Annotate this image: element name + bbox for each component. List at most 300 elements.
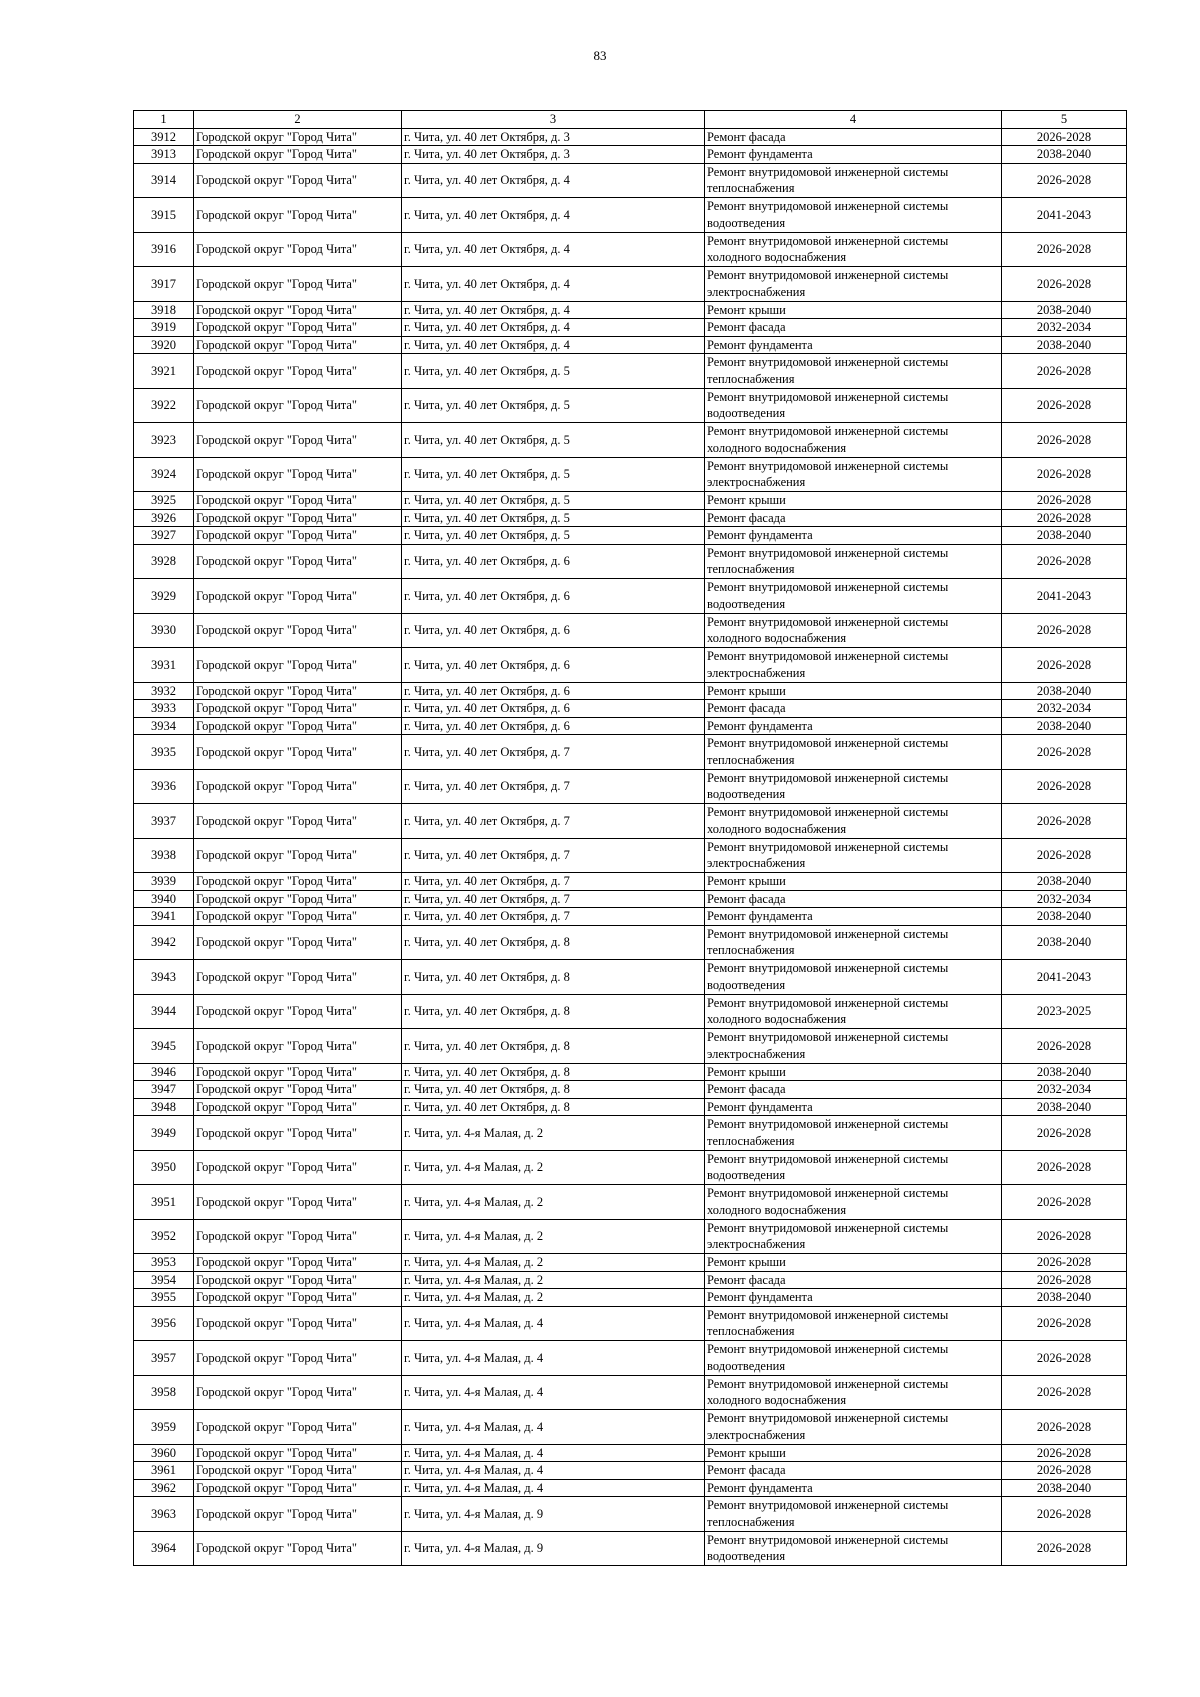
address-cell: г. Чита, ул. 40 лет Октября, д. 5 bbox=[402, 492, 705, 510]
address-cell: г. Чита, ул. 40 лет Октября, д. 5 bbox=[402, 423, 705, 458]
table-row bbox=[134, 1497, 1127, 1532]
work-type-cell: Ремонт внутридомовой инженерной системы водоотведения bbox=[705, 960, 1002, 995]
address-cell: г. Чита, ул. 40 лет Октября, д. 7 bbox=[402, 769, 705, 804]
period-cell: 2026-2028 bbox=[1002, 509, 1127, 527]
row-number-cell: 3963 bbox=[134, 1497, 194, 1532]
municipality-cell: Городской округ "Город Чита" bbox=[194, 717, 402, 735]
row-number-cell: 3928 bbox=[134, 544, 194, 579]
period-cell: 2026-2028 bbox=[1002, 544, 1127, 579]
table-body bbox=[134, 128, 1127, 1566]
work-type-cell: Ремонт фундамента bbox=[705, 336, 1002, 354]
column-header-number: 1 bbox=[134, 111, 194, 129]
row-number-cell: 3933 bbox=[134, 700, 194, 718]
work-type-cell: Ремонт внутридомовой инженерной системы электроснабжения bbox=[705, 838, 1002, 873]
period-cell: 2032-2034 bbox=[1002, 319, 1127, 337]
municipality-cell: Городской округ "Город Чита" bbox=[194, 579, 402, 614]
table-row bbox=[134, 994, 1127, 1029]
address-cell: г. Чита, ул. 40 лет Октября, д. 6 bbox=[402, 700, 705, 718]
work-type-cell: Ремонт внутридомовой инженерной системы электроснабжения bbox=[705, 1410, 1002, 1445]
row-number-cell: 3936 bbox=[134, 769, 194, 804]
table-row bbox=[134, 163, 1127, 198]
work-type-cell: Ремонт фундамента bbox=[705, 1289, 1002, 1307]
row-number-cell: 3930 bbox=[134, 613, 194, 648]
row-number-cell: 3935 bbox=[134, 735, 194, 770]
table-row bbox=[134, 336, 1127, 354]
work-type-cell: Ремонт крыши bbox=[705, 1444, 1002, 1462]
municipality-cell: Городской округ "Город Чита" bbox=[194, 1063, 402, 1081]
work-type-cell: Ремонт крыши bbox=[705, 1063, 1002, 1081]
municipality-cell: Городской округ "Город Чита" bbox=[194, 509, 402, 527]
period-cell: 2038-2040 bbox=[1002, 682, 1127, 700]
table-row bbox=[134, 1306, 1127, 1341]
row-number-cell: 3940 bbox=[134, 890, 194, 908]
table-row bbox=[134, 128, 1127, 146]
work-type-cell: Ремонт внутридомовой инженерной системы холодного водоснабжения bbox=[705, 423, 1002, 458]
municipality-cell: Городской округ "Город Чита" bbox=[194, 319, 402, 337]
address-cell: г. Чита, ул. 40 лет Октября, д. 4 bbox=[402, 301, 705, 319]
row-number-cell: 3939 bbox=[134, 873, 194, 891]
address-cell: г. Чита, ул. 40 лет Октября, д. 5 bbox=[402, 354, 705, 389]
table-row bbox=[134, 1116, 1127, 1151]
table-row bbox=[134, 1271, 1127, 1289]
table-row bbox=[134, 267, 1127, 302]
period-cell: 2026-2028 bbox=[1002, 735, 1127, 770]
table-row bbox=[134, 613, 1127, 648]
period-cell: 2026-2028 bbox=[1002, 354, 1127, 389]
period-cell: 2038-2040 bbox=[1002, 925, 1127, 960]
period-cell: 2026-2028 bbox=[1002, 1531, 1127, 1566]
table-row bbox=[134, 146, 1127, 164]
table-row bbox=[134, 527, 1127, 545]
period-cell: 2026-2028 bbox=[1002, 838, 1127, 873]
address-cell: г. Чита, ул. 40 лет Октября, д. 5 bbox=[402, 388, 705, 423]
municipality-cell: Городской округ "Город Чита" bbox=[194, 613, 402, 648]
work-type-cell: Ремонт внутридомовой инженерной системы теплоснабжения bbox=[705, 1497, 1002, 1532]
address-cell: г. Чита, ул. 4-я Малая, д. 4 bbox=[402, 1375, 705, 1410]
work-type-cell: Ремонт фундамента bbox=[705, 908, 1002, 926]
period-cell: 2026-2028 bbox=[1002, 457, 1127, 492]
row-number-cell: 3947 bbox=[134, 1081, 194, 1099]
municipality-cell: Городской округ "Город Чита" bbox=[194, 1185, 402, 1220]
table-row bbox=[134, 804, 1127, 839]
municipality-cell: Городской округ "Город Чита" bbox=[194, 1029, 402, 1064]
table-row bbox=[134, 1219, 1127, 1254]
address-cell: г. Чита, ул. 40 лет Октября, д. 8 bbox=[402, 1098, 705, 1116]
work-type-cell: Ремонт внутридомовой инженерной системы холодного водоснабжения bbox=[705, 994, 1002, 1029]
header-row bbox=[134, 111, 1127, 129]
municipality-cell: Городской округ "Город Чита" bbox=[194, 1289, 402, 1307]
period-cell: 2038-2040 bbox=[1002, 527, 1127, 545]
row-number-cell: 3960 bbox=[134, 1444, 194, 1462]
municipality-cell: Городской округ "Город Чита" bbox=[194, 1531, 402, 1566]
municipality-cell: Городской округ "Город Чита" bbox=[194, 1098, 402, 1116]
work-type-cell: Ремонт внутридомовой инженерной системы теплоснабжения bbox=[705, 354, 1002, 389]
period-cell: 2032-2034 bbox=[1002, 1081, 1127, 1099]
row-number-cell: 3937 bbox=[134, 804, 194, 839]
municipality-cell: Городской округ "Город Чита" bbox=[194, 1444, 402, 1462]
work-type-cell: Ремонт внутридомовой инженерной системы теплоснабжения bbox=[705, 163, 1002, 198]
address-cell: г. Чита, ул. 40 лет Октября, д. 8 bbox=[402, 1029, 705, 1064]
row-number-cell: 3949 bbox=[134, 1116, 194, 1151]
work-type-cell: Ремонт фундамента bbox=[705, 527, 1002, 545]
column-header-period: 5 bbox=[1002, 111, 1127, 129]
municipality-cell: Городской округ "Город Чита" bbox=[194, 128, 402, 146]
address-cell: г. Чита, ул. 4-я Малая, д. 4 bbox=[402, 1306, 705, 1341]
work-type-cell: Ремонт внутридомовой инженерной системы электроснабжения bbox=[705, 648, 1002, 683]
table-row bbox=[134, 1479, 1127, 1497]
work-type-cell: Ремонт внутридомовой инженерной системы водоотведения bbox=[705, 579, 1002, 614]
address-cell: г. Чита, ул. 40 лет Октября, д. 8 bbox=[402, 960, 705, 995]
row-number-cell: 3948 bbox=[134, 1098, 194, 1116]
municipality-cell: Городской округ "Город Чита" bbox=[194, 700, 402, 718]
work-type-cell: Ремонт внутридомовой инженерной системы водоотведения bbox=[705, 388, 1002, 423]
row-number-cell: 3957 bbox=[134, 1341, 194, 1376]
address-cell: г. Чита, ул. 4-я Малая, д. 4 bbox=[402, 1410, 705, 1445]
period-cell: 2038-2040 bbox=[1002, 717, 1127, 735]
work-type-cell: Ремонт внутридомовой инженерной системы холодного водоснабжения bbox=[705, 804, 1002, 839]
row-number-cell: 3921 bbox=[134, 354, 194, 389]
period-cell: 2041-2043 bbox=[1002, 579, 1127, 614]
row-number-cell: 3934 bbox=[134, 717, 194, 735]
work-type-cell: Ремонт фасада bbox=[705, 319, 1002, 337]
work-type-cell: Ремонт внутридомовой инженерной системы теплоснабжения bbox=[705, 735, 1002, 770]
row-number-cell: 3931 bbox=[134, 648, 194, 683]
table-row bbox=[134, 873, 1127, 891]
row-number-cell: 3938 bbox=[134, 838, 194, 873]
period-cell: 2026-2028 bbox=[1002, 388, 1127, 423]
period-cell: 2026-2028 bbox=[1002, 492, 1127, 510]
row-number-cell: 3950 bbox=[134, 1150, 194, 1185]
page-number: 83 bbox=[593, 48, 607, 63]
row-number-cell: 3964 bbox=[134, 1531, 194, 1566]
period-cell: 2026-2028 bbox=[1002, 1254, 1127, 1272]
address-cell: г. Чита, ул. 40 лет Октября, д. 4 bbox=[402, 163, 705, 198]
work-type-cell: Ремонт внутридомовой инженерной системы водоотведения bbox=[705, 1341, 1002, 1376]
municipality-cell: Городской округ "Город Чита" bbox=[194, 232, 402, 267]
address-cell: г. Чита, ул. 40 лет Октября, д. 7 bbox=[402, 873, 705, 891]
municipality-cell: Городской округ "Город Чита" bbox=[194, 804, 402, 839]
address-cell: г. Чита, ул. 40 лет Октября, д. 8 bbox=[402, 925, 705, 960]
municipality-cell: Городской округ "Город Чита" bbox=[194, 994, 402, 1029]
table-row bbox=[134, 457, 1127, 492]
table-row bbox=[134, 579, 1127, 614]
period-cell: 2026-2028 bbox=[1002, 613, 1127, 648]
work-type-cell: Ремонт внутридомовой инженерной системы водоотведения bbox=[705, 1531, 1002, 1566]
table-row bbox=[134, 925, 1127, 960]
municipality-cell: Городской округ "Город Чита" bbox=[194, 648, 402, 683]
period-cell: 2026-2028 bbox=[1002, 163, 1127, 198]
work-type-cell: Ремонт внутридомовой инженерной системы холодного водоснабжения bbox=[705, 232, 1002, 267]
work-type-cell: Ремонт крыши bbox=[705, 1254, 1002, 1272]
table-row bbox=[134, 1185, 1127, 1220]
municipality-cell: Городской округ "Город Чита" bbox=[194, 544, 402, 579]
municipality-cell: Городской округ "Город Чита" bbox=[194, 735, 402, 770]
table-row bbox=[134, 1098, 1127, 1116]
period-cell: 2026-2028 bbox=[1002, 128, 1127, 146]
work-type-cell: Ремонт внутридомовой инженерной системы электроснабжения bbox=[705, 1029, 1002, 1064]
address-cell: г. Чита, ул. 40 лет Октября, д. 7 bbox=[402, 890, 705, 908]
row-number-cell: 3912 bbox=[134, 128, 194, 146]
table-row bbox=[134, 544, 1127, 579]
municipality-cell: Городской округ "Город Чита" bbox=[194, 1497, 402, 1532]
address-cell: г. Чита, ул. 40 лет Октября, д. 4 bbox=[402, 232, 705, 267]
municipality-cell: Городской округ "Город Чита" bbox=[194, 1254, 402, 1272]
table-row bbox=[134, 700, 1127, 718]
table-row bbox=[134, 769, 1127, 804]
municipality-cell: Городской округ "Город Чита" bbox=[194, 890, 402, 908]
column-header-work-type: 4 bbox=[705, 111, 1002, 129]
row-number-cell: 3932 bbox=[134, 682, 194, 700]
row-number-cell: 3922 bbox=[134, 388, 194, 423]
address-cell: г. Чита, ул. 40 лет Октября, д. 5 bbox=[402, 527, 705, 545]
period-cell: 2026-2028 bbox=[1002, 423, 1127, 458]
municipality-cell: Городской округ "Город Чита" bbox=[194, 1306, 402, 1341]
row-number-cell: 3929 bbox=[134, 579, 194, 614]
row-number-cell: 3941 bbox=[134, 908, 194, 926]
municipality-cell: Городской округ "Город Чита" bbox=[194, 873, 402, 891]
row-number-cell: 3918 bbox=[134, 301, 194, 319]
address-cell: г. Чита, ул. 40 лет Октября, д. 8 bbox=[402, 1081, 705, 1099]
period-cell: 2032-2034 bbox=[1002, 700, 1127, 718]
address-cell: г. Чита, ул. 40 лет Октября, д. 6 bbox=[402, 682, 705, 700]
row-number-cell: 3946 bbox=[134, 1063, 194, 1081]
row-number-cell: 3945 bbox=[134, 1029, 194, 1064]
table-row bbox=[134, 1410, 1127, 1445]
address-cell: г. Чита, ул. 40 лет Октября, д. 4 bbox=[402, 319, 705, 337]
address-cell: г. Чита, ул. 40 лет Октября, д. 5 bbox=[402, 457, 705, 492]
row-number-cell: 3952 bbox=[134, 1219, 194, 1254]
municipality-cell: Городской округ "Город Чита" bbox=[194, 492, 402, 510]
column-header-municipality: 2 bbox=[194, 111, 402, 129]
address-cell: г. Чита, ул. 40 лет Октября, д. 6 bbox=[402, 613, 705, 648]
work-type-cell: Ремонт внутридомовой инженерной системы холодного водоснабжения bbox=[705, 1375, 1002, 1410]
municipality-cell: Городской округ "Город Чита" bbox=[194, 1150, 402, 1185]
period-cell: 2041-2043 bbox=[1002, 198, 1127, 233]
table-row bbox=[134, 1375, 1127, 1410]
work-type-cell: Ремонт крыши bbox=[705, 301, 1002, 319]
period-cell: 2026-2028 bbox=[1002, 1444, 1127, 1462]
table-row bbox=[134, 890, 1127, 908]
table-row bbox=[134, 1029, 1127, 1064]
municipality-cell: Городской округ "Город Чита" bbox=[194, 354, 402, 389]
work-type-cell: Ремонт внутридомовой инженерной системы водоотведения bbox=[705, 1150, 1002, 1185]
address-cell: г. Чита, ул. 4-я Малая, д. 2 bbox=[402, 1254, 705, 1272]
municipality-cell: Городской округ "Город Чита" bbox=[194, 336, 402, 354]
municipality-cell: Городской округ "Город Чита" bbox=[194, 1462, 402, 1480]
row-number-cell: 3913 bbox=[134, 146, 194, 164]
address-cell: г. Чита, ул. 4-я Малая, д. 2 bbox=[402, 1289, 705, 1307]
work-type-cell: Ремонт внутридомовой инженерной системы электроснабжения bbox=[705, 1219, 1002, 1254]
address-cell: г. Чита, ул. 4-я Малая, д. 2 bbox=[402, 1116, 705, 1151]
work-type-cell: Ремонт внутридомовой инженерной системы теплоснабжения bbox=[705, 1306, 1002, 1341]
municipality-cell: Городской округ "Город Чита" bbox=[194, 301, 402, 319]
period-cell: 2041-2043 bbox=[1002, 960, 1127, 995]
address-cell: г. Чита, ул. 4-я Малая, д. 4 bbox=[402, 1341, 705, 1376]
work-type-cell: Ремонт фасада bbox=[705, 700, 1002, 718]
address-cell: г. Чита, ул. 4-я Малая, д. 2 bbox=[402, 1271, 705, 1289]
period-cell: 2026-2028 bbox=[1002, 1462, 1127, 1480]
municipality-cell: Городской округ "Город Чита" bbox=[194, 1116, 402, 1151]
work-type-cell: Ремонт внутридомовой инженерной системы холодного водоснабжения bbox=[705, 613, 1002, 648]
row-number-cell: 3925 bbox=[134, 492, 194, 510]
table-row bbox=[134, 492, 1127, 510]
table-row bbox=[134, 198, 1127, 233]
row-number-cell: 3942 bbox=[134, 925, 194, 960]
address-cell: г. Чита, ул. 40 лет Октября, д. 7 bbox=[402, 735, 705, 770]
row-number-cell: 3944 bbox=[134, 994, 194, 1029]
row-number-cell: 3954 bbox=[134, 1271, 194, 1289]
municipality-cell: Городской округ "Город Чита" bbox=[194, 769, 402, 804]
municipality-cell: Городской округ "Город Чита" bbox=[194, 1375, 402, 1410]
municipality-cell: Городской округ "Город Чита" bbox=[194, 1341, 402, 1376]
row-number-cell: 3958 bbox=[134, 1375, 194, 1410]
work-type-cell: Ремонт фасада bbox=[705, 1081, 1002, 1099]
table-row bbox=[134, 354, 1127, 389]
municipality-cell: Городской округ "Город Чита" bbox=[194, 146, 402, 164]
address-cell: г. Чита, ул. 4-я Малая, д. 2 bbox=[402, 1185, 705, 1220]
period-cell: 2032-2034 bbox=[1002, 890, 1127, 908]
period-cell: 2026-2028 bbox=[1002, 1219, 1127, 1254]
work-type-cell: Ремонт внутридомовой инженерной системы теплоснабжения bbox=[705, 544, 1002, 579]
municipality-cell: Городской округ "Город Чита" bbox=[194, 527, 402, 545]
period-cell: 2026-2028 bbox=[1002, 769, 1127, 804]
period-cell: 2038-2040 bbox=[1002, 908, 1127, 926]
table-row bbox=[134, 735, 1127, 770]
table-row bbox=[134, 1063, 1127, 1081]
table-row bbox=[134, 1289, 1127, 1307]
row-number-cell: 3915 bbox=[134, 198, 194, 233]
period-cell: 2026-2028 bbox=[1002, 267, 1127, 302]
address-cell: г. Чита, ул. 40 лет Октября, д. 4 bbox=[402, 267, 705, 302]
row-number-cell: 3953 bbox=[134, 1254, 194, 1272]
address-cell: г. Чита, ул. 40 лет Октября, д. 6 bbox=[402, 579, 705, 614]
table-row bbox=[134, 1150, 1127, 1185]
work-type-cell: Ремонт внутридомовой инженерной системы теплоснабжения bbox=[705, 1116, 1002, 1151]
table-row bbox=[134, 1462, 1127, 1480]
municipality-cell: Городской округ "Город Чита" bbox=[194, 682, 402, 700]
row-number-cell: 3920 bbox=[134, 336, 194, 354]
table-row bbox=[134, 908, 1127, 926]
period-cell: 2038-2040 bbox=[1002, 1063, 1127, 1081]
address-cell: г. Чита, ул. 4-я Малая, д. 2 bbox=[402, 1219, 705, 1254]
work-type-cell: Ремонт крыши bbox=[705, 682, 1002, 700]
address-cell: г. Чита, ул. 40 лет Октября, д. 7 bbox=[402, 908, 705, 926]
address-cell: г. Чита, ул. 40 лет Октября, д. 3 bbox=[402, 146, 705, 164]
municipality-cell: Городской округ "Город Чита" bbox=[194, 1410, 402, 1445]
table-row bbox=[134, 388, 1127, 423]
municipality-cell: Городской округ "Город Чита" bbox=[194, 163, 402, 198]
period-cell: 2026-2028 bbox=[1002, 1150, 1127, 1185]
period-cell: 2026-2028 bbox=[1002, 1497, 1127, 1532]
row-number-cell: 3951 bbox=[134, 1185, 194, 1220]
row-number-cell: 3943 bbox=[134, 960, 194, 995]
row-number-cell: 3962 bbox=[134, 1479, 194, 1497]
period-cell: 2026-2028 bbox=[1002, 1116, 1127, 1151]
work-type-cell: Ремонт внутридомовой инженерной системы холодного водоснабжения bbox=[705, 1185, 1002, 1220]
row-number-cell: 3956 bbox=[134, 1306, 194, 1341]
row-number-cell: 3923 bbox=[134, 423, 194, 458]
municipality-cell: Городской округ "Город Чита" bbox=[194, 1271, 402, 1289]
period-cell: 2026-2028 bbox=[1002, 1185, 1127, 1220]
work-type-cell: Ремонт фундамента bbox=[705, 717, 1002, 735]
address-cell: г. Чита, ул. 40 лет Октября, д. 8 bbox=[402, 994, 705, 1029]
address-cell: г. Чита, ул. 4-я Малая, д. 9 bbox=[402, 1531, 705, 1566]
municipality-cell: Городской округ "Город Чита" bbox=[194, 198, 402, 233]
period-cell: 2038-2040 bbox=[1002, 1289, 1127, 1307]
municipality-cell: Городской округ "Город Чита" bbox=[194, 1219, 402, 1254]
work-type-cell: Ремонт фасада bbox=[705, 128, 1002, 146]
table-row bbox=[134, 1341, 1127, 1376]
period-cell: 2026-2028 bbox=[1002, 804, 1127, 839]
municipality-cell: Городской округ "Город Чита" bbox=[194, 925, 402, 960]
period-cell: 2038-2040 bbox=[1002, 336, 1127, 354]
table-row bbox=[134, 648, 1127, 683]
municipality-cell: Городской округ "Город Чита" bbox=[194, 457, 402, 492]
row-number-cell: 3924 bbox=[134, 457, 194, 492]
work-type-cell: Ремонт фундамента bbox=[705, 146, 1002, 164]
row-number-cell: 3955 bbox=[134, 1289, 194, 1307]
work-type-cell: Ремонт внутридомовой инженерной системы электроснабжения bbox=[705, 457, 1002, 492]
row-number-cell: 3916 bbox=[134, 232, 194, 267]
municipality-cell: Городской округ "Город Чита" bbox=[194, 1479, 402, 1497]
address-cell: г. Чита, ул. 40 лет Октября, д. 5 bbox=[402, 509, 705, 527]
address-cell: г. Чита, ул. 40 лет Октября, д. 6 bbox=[402, 544, 705, 579]
work-type-cell: Ремонт крыши bbox=[705, 492, 1002, 510]
row-number-cell: 3961 bbox=[134, 1462, 194, 1480]
address-cell: г. Чита, ул. 4-я Малая, д. 4 bbox=[402, 1479, 705, 1497]
table-row bbox=[134, 960, 1127, 995]
period-cell: 2038-2040 bbox=[1002, 1479, 1127, 1497]
address-cell: г. Чита, ул. 40 лет Октября, д. 8 bbox=[402, 1063, 705, 1081]
period-cell: 2038-2040 bbox=[1002, 873, 1127, 891]
work-type-cell: Ремонт внутридомовой инженерной системы водоотведения bbox=[705, 769, 1002, 804]
period-cell: 2026-2028 bbox=[1002, 1375, 1127, 1410]
row-number-cell: 3917 bbox=[134, 267, 194, 302]
address-cell: г. Чита, ул. 40 лет Октября, д. 6 bbox=[402, 717, 705, 735]
address-cell: г. Чита, ул. 40 лет Октября, д. 7 bbox=[402, 804, 705, 839]
municipality-cell: Городской округ "Город Чита" bbox=[194, 1081, 402, 1099]
row-number-cell: 3919 bbox=[134, 319, 194, 337]
period-cell: 2026-2028 bbox=[1002, 648, 1127, 683]
table-row bbox=[134, 319, 1127, 337]
period-cell: 2026-2028 bbox=[1002, 1029, 1127, 1064]
period-cell: 2026-2028 bbox=[1002, 1271, 1127, 1289]
table-row bbox=[134, 717, 1127, 735]
work-type-cell: Ремонт внутридомовой инженерной системы водоотведения bbox=[705, 198, 1002, 233]
column-header-address: 3 bbox=[402, 111, 705, 129]
table-row bbox=[134, 1531, 1127, 1566]
work-type-cell: Ремонт внутридомовой инженерной системы теплоснабжения bbox=[705, 925, 1002, 960]
table-row bbox=[134, 1081, 1127, 1099]
work-type-cell: Ремонт фундамента bbox=[705, 1098, 1002, 1116]
municipality-cell: Городской округ "Город Чита" bbox=[194, 267, 402, 302]
table-row bbox=[134, 509, 1127, 527]
period-cell: 2038-2040 bbox=[1002, 301, 1127, 319]
work-type-cell: Ремонт фасада bbox=[705, 1271, 1002, 1289]
municipality-cell: Городской округ "Город Чита" bbox=[194, 960, 402, 995]
address-cell: г. Чита, ул. 4-я Малая, д. 2 bbox=[402, 1150, 705, 1185]
municipality-cell: Городской округ "Город Чита" bbox=[194, 388, 402, 423]
municipality-cell: Городской округ "Город Чита" bbox=[194, 423, 402, 458]
table-row bbox=[134, 682, 1127, 700]
address-cell: г. Чита, ул. 40 лет Октября, д. 3 bbox=[402, 128, 705, 146]
table-row bbox=[134, 1254, 1127, 1272]
table-header bbox=[134, 111, 1127, 129]
work-type-cell: Ремонт крыши bbox=[705, 873, 1002, 891]
work-type-cell: Ремонт фундамента bbox=[705, 1479, 1002, 1497]
row-number-cell: 3926 bbox=[134, 509, 194, 527]
period-cell: 2026-2028 bbox=[1002, 1410, 1127, 1445]
